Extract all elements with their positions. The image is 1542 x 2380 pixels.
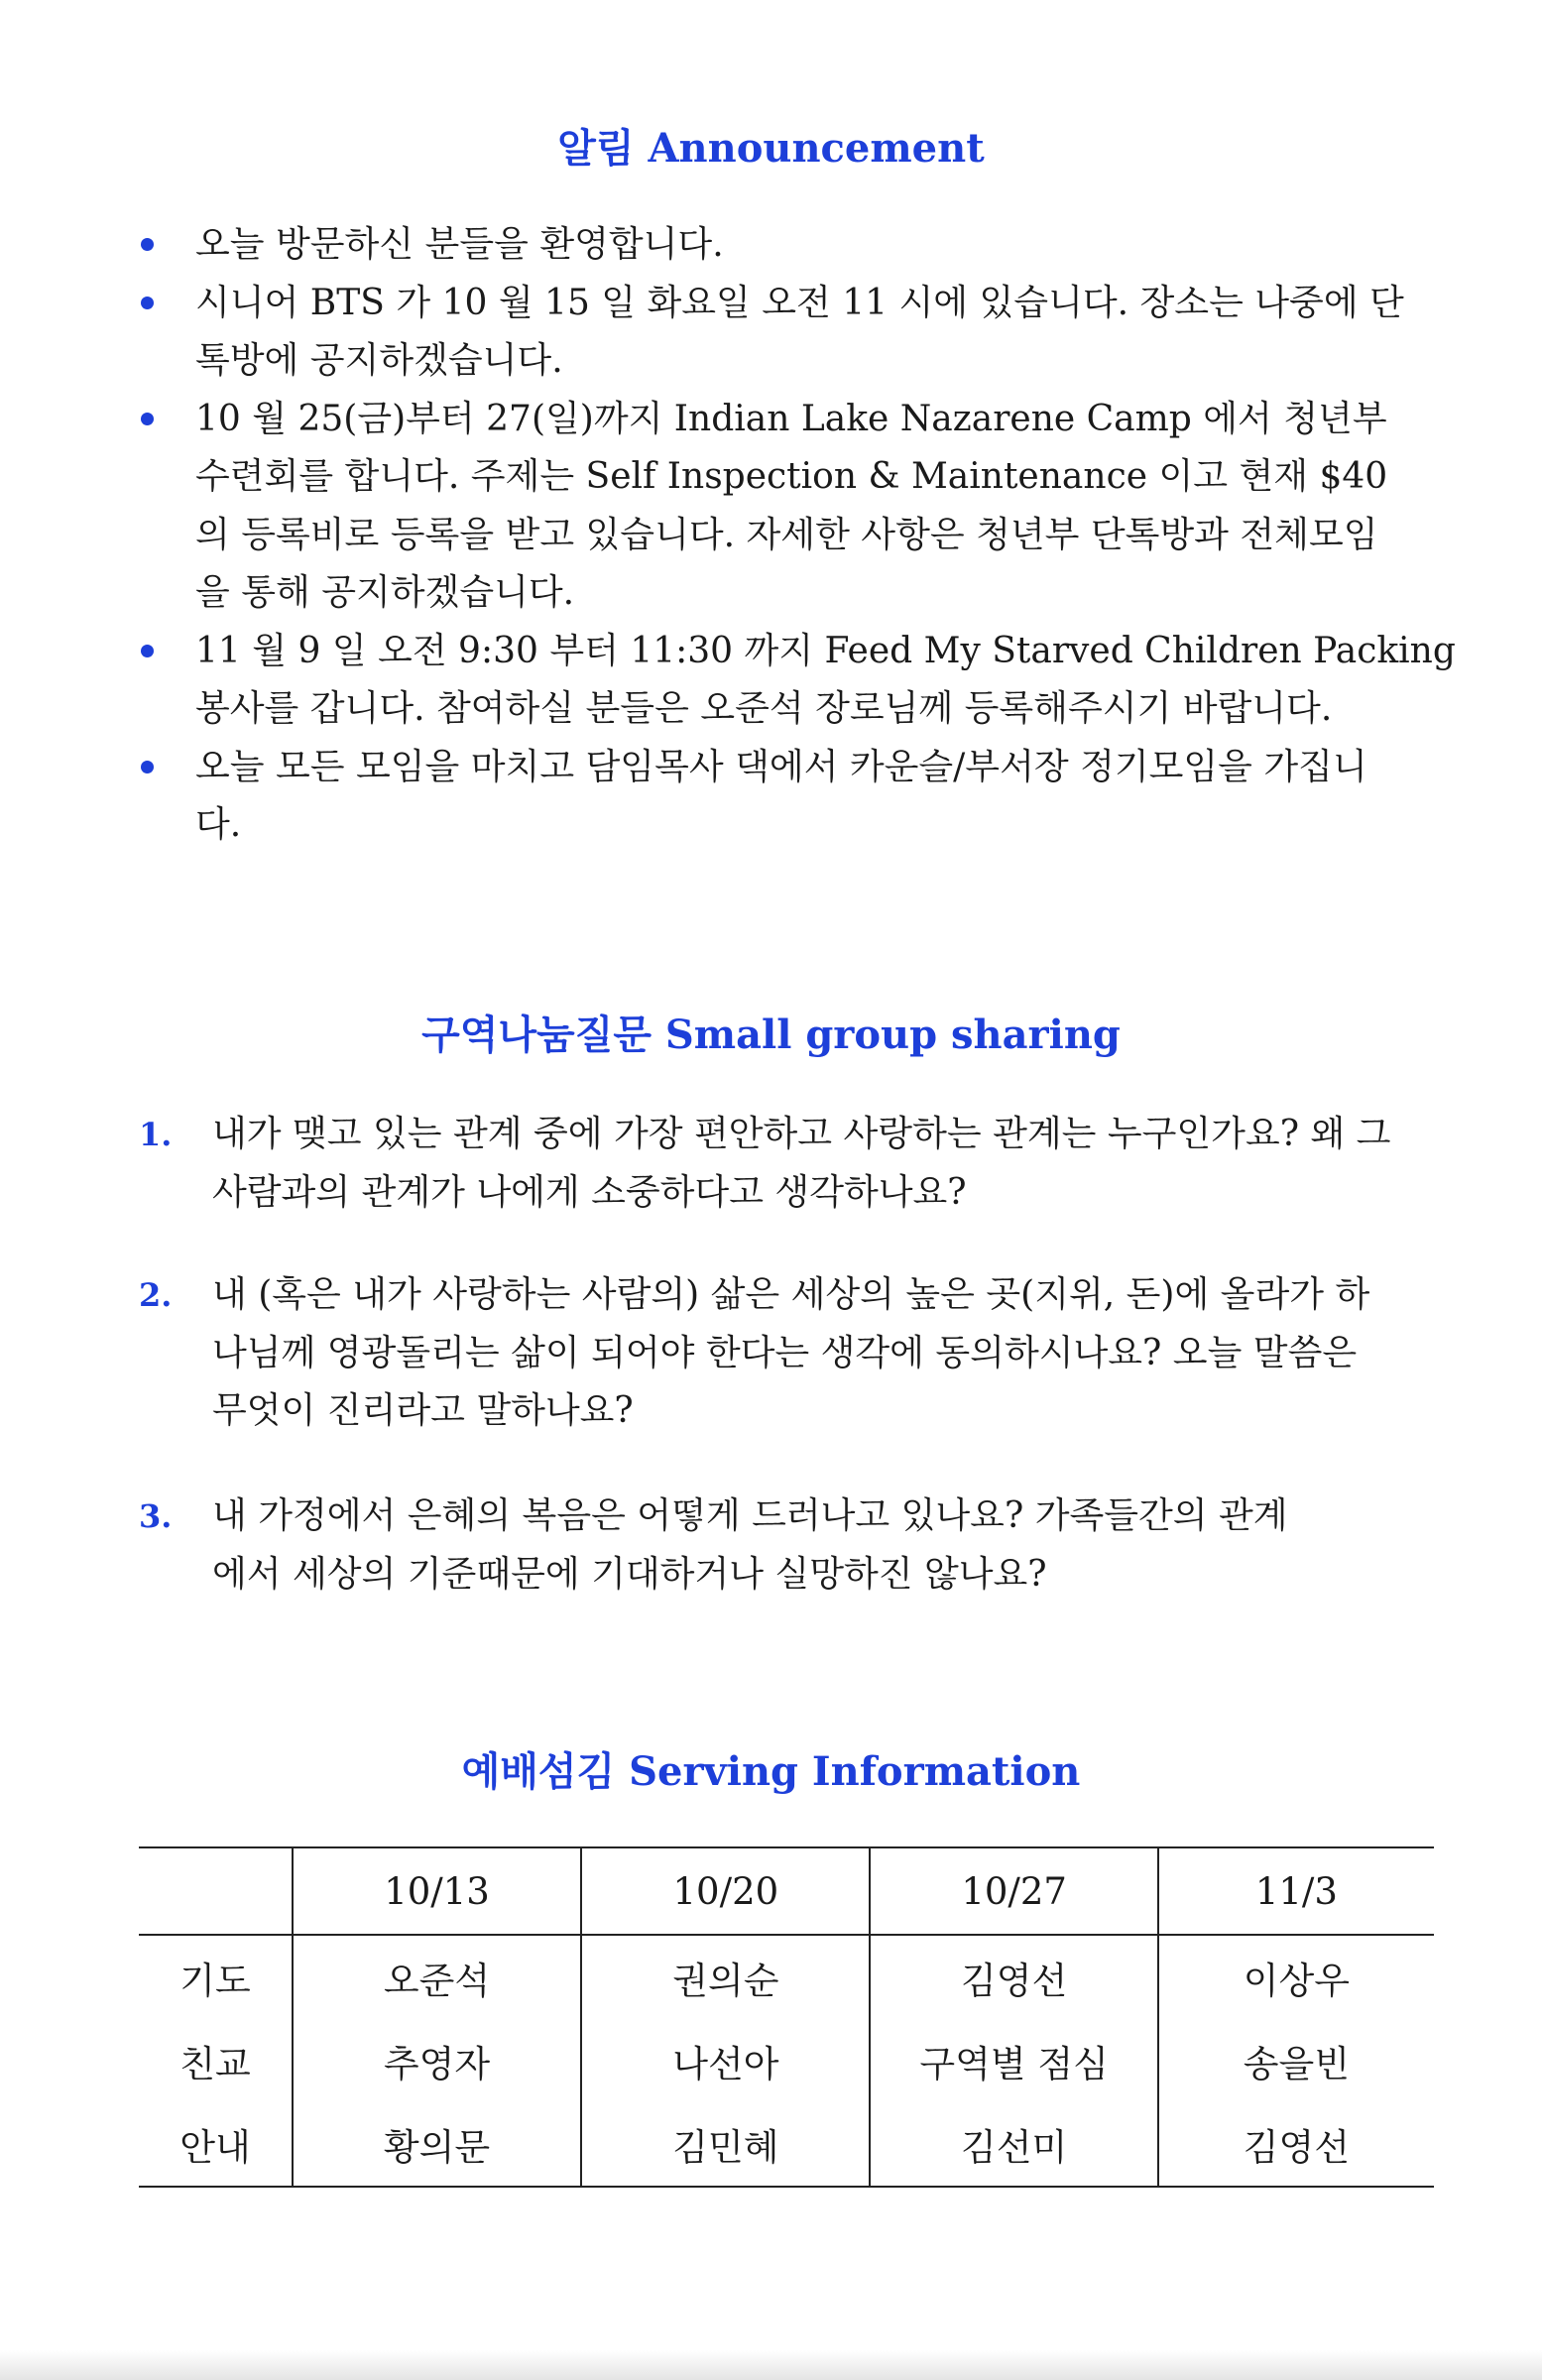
question-text: 내 (혹은 내가 사랑하는 사람의) 삶은 세상의 높은 곳(지위, 돈)에 올라가 하나님께 영광돌리는 삶이 되어야 한다는 생각에 동의하시나요? 오늘 말씀은 무엇이 진리라고 말하나요? (212, 1274, 1370, 1431)
bullet-icon (141, 413, 154, 425)
sharing-question (139, 1488, 1309, 1604)
serving-cell: 김영선 (870, 1935, 1157, 2019)
role-cell: 안내 (139, 2102, 293, 2187)
sharing-title: 구역나눔질문 Small group sharing (421, 1012, 1121, 1058)
date-header: 11/3 (1158, 1847, 1434, 1935)
serving-cell: 추영자 (293, 2019, 581, 2102)
header-empty-cell (139, 1847, 293, 1935)
table-row (139, 2102, 1434, 2187)
question-text: 내 가정에서 은혜의 복음은 어떻게 드러나고 있나요? 가족들간의 관계에서 세상의 기준때문에 기대하거나 실망하진 않나요? (212, 1495, 1288, 1595)
serving-cell: 김민혜 (581, 2102, 870, 2187)
serving-cell: 송을빈 (1243, 2043, 1350, 2085)
bullet-icon (141, 761, 154, 774)
announcement-item (139, 216, 1415, 275)
sharing-question (139, 1106, 1428, 1222)
serving-header-row (139, 1847, 1434, 1935)
announcement-item (139, 275, 1418, 391)
serving-title: 예배섬김 Serving Information (461, 1748, 1081, 1795)
question-number: 1. (139, 1116, 173, 1153)
date-header: 10/13 (293, 1847, 581, 1935)
table-row (139, 2019, 1434, 2102)
serving-cell: 오준석 (293, 1935, 581, 2019)
bullet-icon (141, 238, 154, 251)
serving-cell: 나선아 (581, 2019, 870, 2102)
announcement-item (139, 391, 1411, 623)
serving-cell: 황의문 (293, 2102, 581, 2187)
announcement-text: 오늘 모든 모임을 마치고 담임목사 댁에서 카운슬/부서장 정기모임을 가집니다. (195, 746, 1367, 845)
role-cell: 친교 (139, 2019, 293, 2102)
question-number: 3. (139, 1497, 173, 1535)
announcement-list (139, 216, 1456, 855)
serving-cell: 김영선 (1158, 2102, 1434, 2187)
announcement-text: 10 월 25(금)부터 27(일)까지 Indian Lake Nazarene Camp 에서 청년부 수련회를 합니다. 주제는 Self Inspection & Maintenance 이고 현재 $40 의 등록비로 등록을 받고 있습니다. 자세한 사항은 청년부 단톡방과 전체모임을 통해 공지하겠습니다. (195, 398, 1388, 613)
announcement-text: 오늘 방문하신 분들을 환영합니다. (195, 224, 724, 265)
serving-cell: 구역별 점심 (870, 2019, 1157, 2102)
question-number: 2. (139, 1276, 173, 1314)
serving-table (139, 1846, 1434, 2188)
serving-cell: 권의순 (581, 1935, 870, 2019)
page-bottom-shadow (0, 2350, 1542, 2380)
announcement-item (139, 623, 1475, 739)
announcement-item (139, 739, 1385, 855)
table-row (139, 1935, 1434, 2019)
sharing-question (139, 1266, 1398, 1441)
date-header: 10/20 (581, 1847, 870, 1935)
announcement-text: 시니어 BTS 가 10 월 15 일 화요일 오전 11 시에 있습니다. 장소는 나중에 단톡방에 공지하겠습니다. (195, 282, 1404, 381)
bullet-icon (141, 645, 154, 657)
date-header: 10/27 (870, 1847, 1157, 1935)
question-text: 내가 맺고 있는 관계 중에 가장 편안하고 사랑하는 관계는 누구인가요? 왜 그 사람과의 관계가 나에게 소중하다고 생각하나요? (212, 1114, 1391, 1213)
serving-cell: 김선미 (870, 2102, 1157, 2187)
role-cell: 기도 (139, 1935, 293, 2019)
announcement-text: 11 월 9 일 오전 9:30 부터 11:30 까지 Feed My Starved Children Packing 봉사를 갑니다. 참여하실 분들은 오준석 장로님께 등록해주시기 바랍니다. (195, 630, 1456, 729)
announcement-title: 알림 Announcement (557, 125, 985, 172)
serving-cell: 이상우 (1243, 1960, 1350, 2002)
bullet-icon (141, 297, 154, 309)
